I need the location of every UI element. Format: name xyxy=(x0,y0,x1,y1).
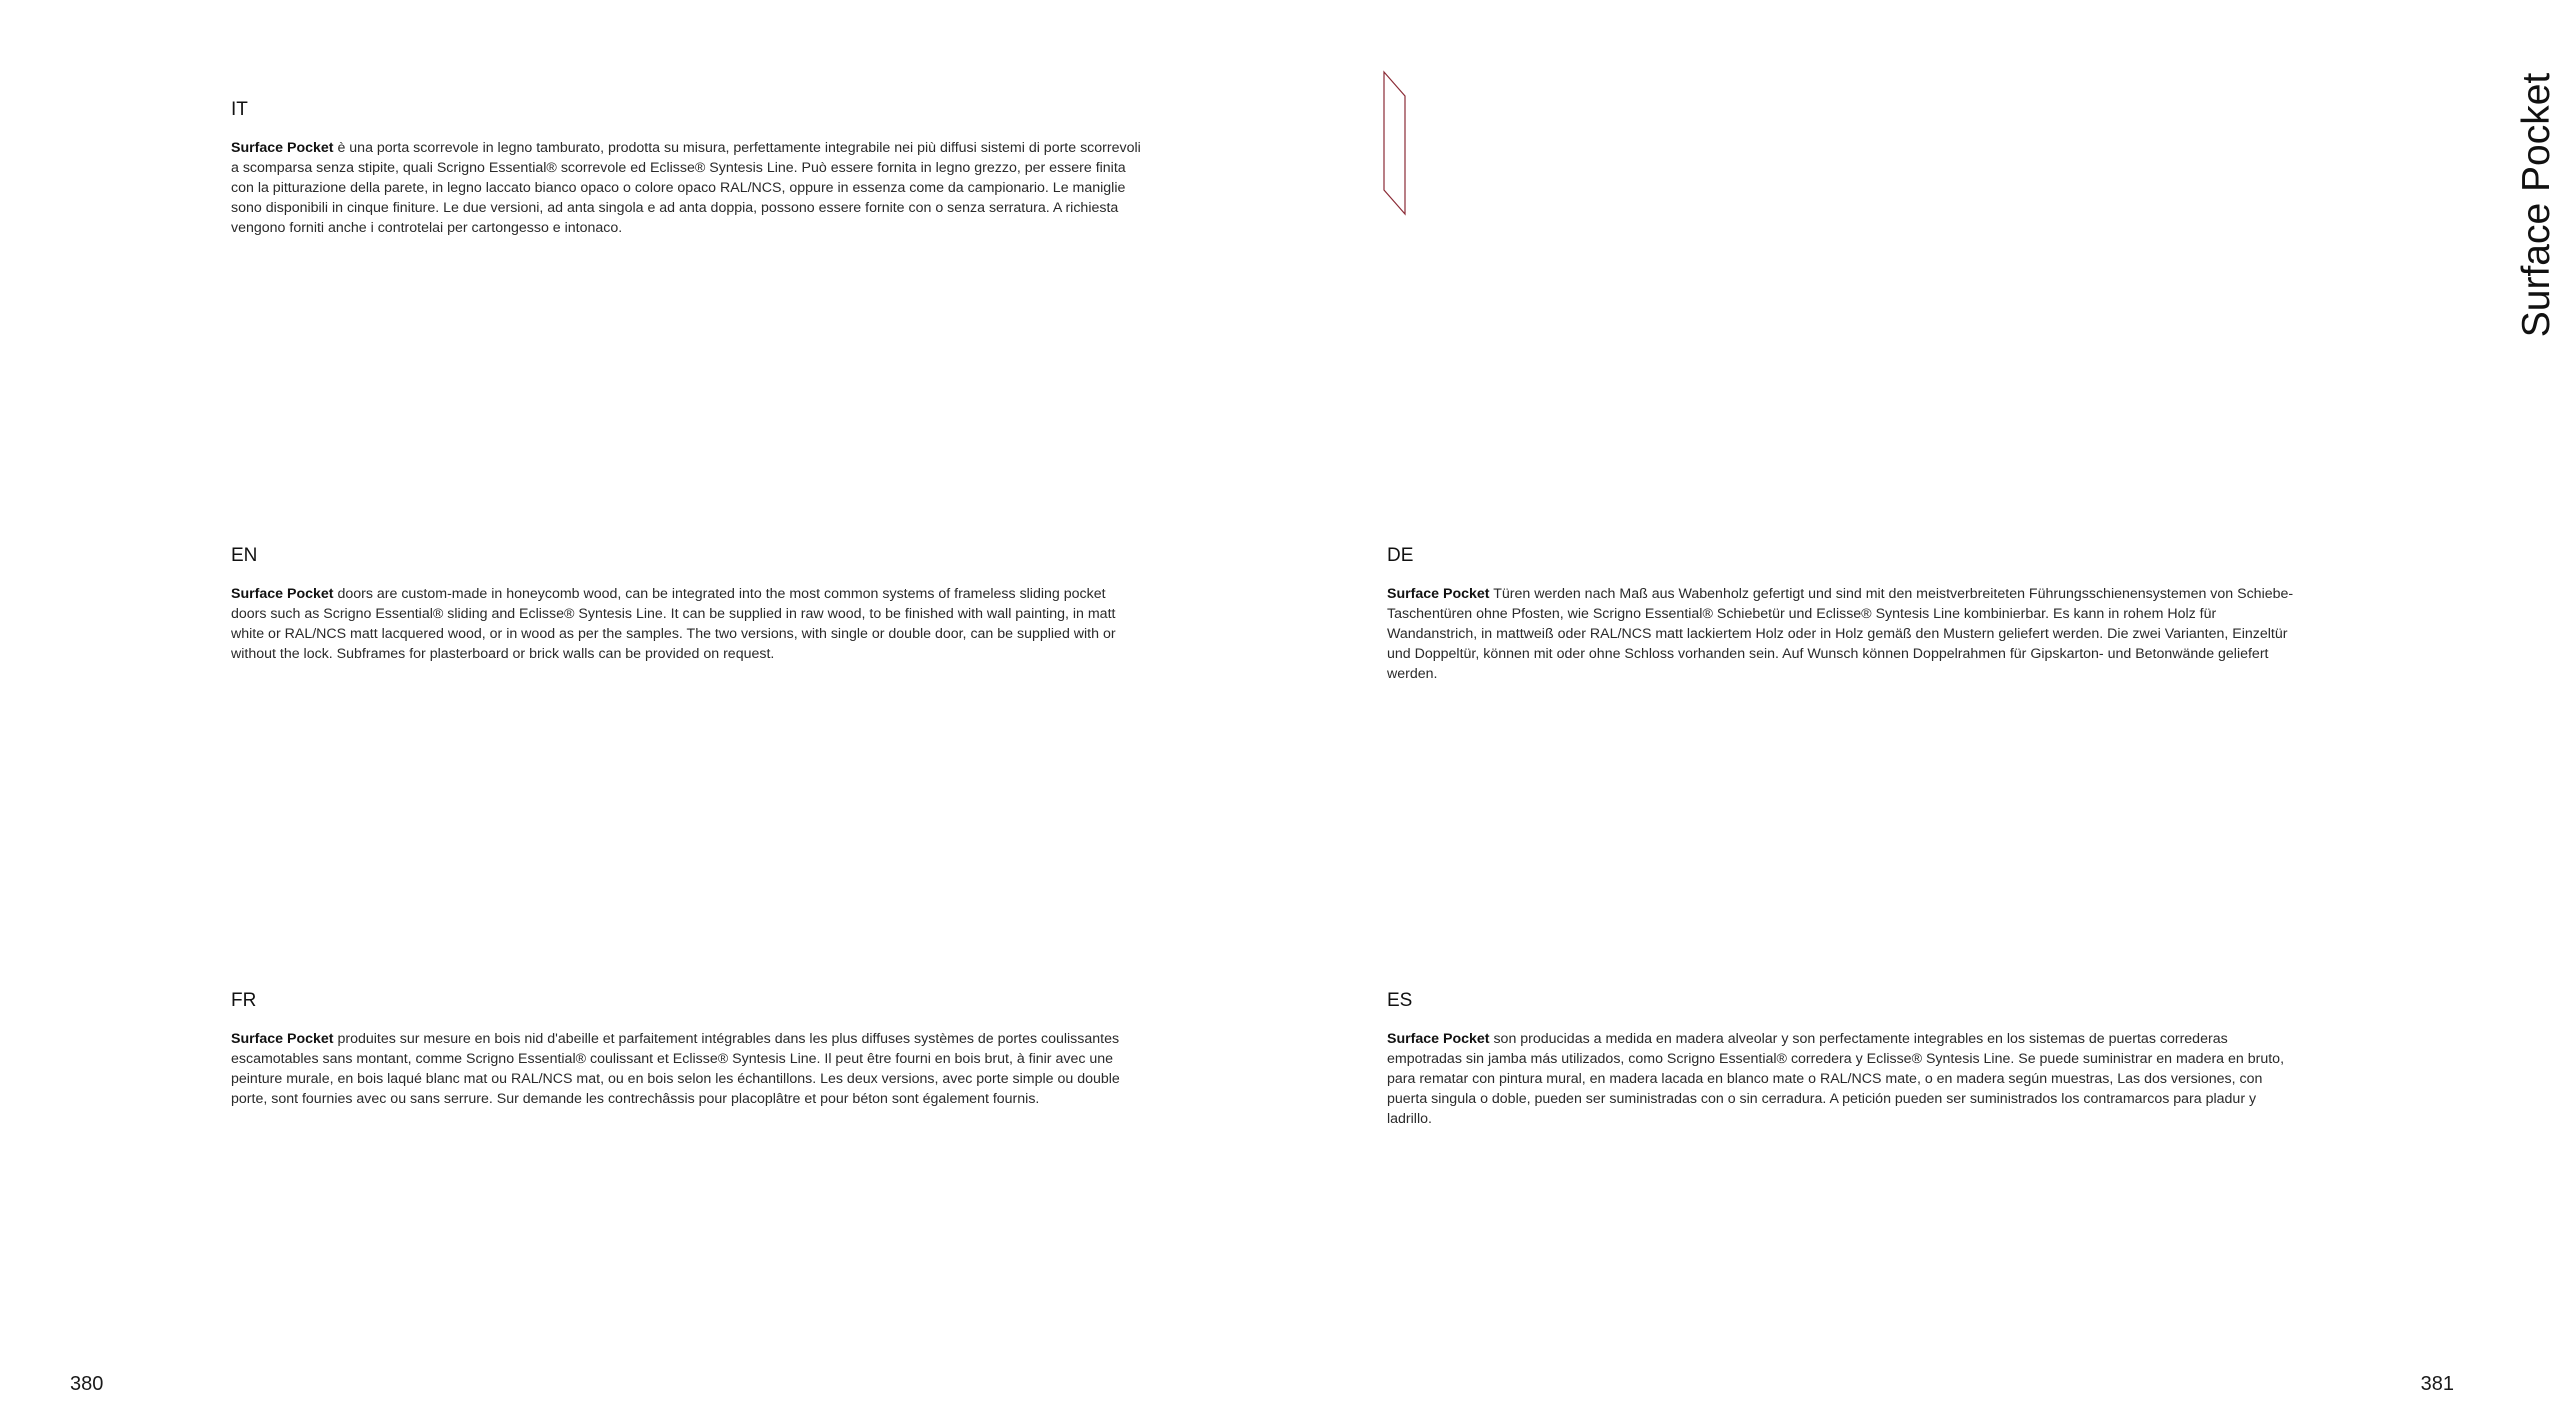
side-title: Surface Pocket xyxy=(2515,72,2558,338)
body-text-fr xyxy=(231,1029,1141,1109)
product-name-it: Surface Pocket xyxy=(231,140,334,156)
description-fr: produites sur mesure en bois nid d'abeille et parfaitement intégrables dans les plus diffuses systèmes de portes coulissantes escamotables sans montant, comme Scrigno Essential® coulissant et Eclisse® Syntesis Line. Il peut être fourni en bois brut, à finir avec une peinture murale, en bois laqué blanc mat ou RAL/NCS mat, ou en bois selon les échantillons. Les deux versions, avec porte simple ou double porte, sont fournies avec ou sans serrure. Sur demande les contrechâssis pour placoplâtre et pour béton sont également fournis. xyxy=(231,1031,1120,1107)
door-outline-icon xyxy=(1383,70,1409,216)
description-es: son producidas a medida en madera alveolar y son perfectamente integrables en los sistemas de puertas correderas empotradas sin jamba más utilizados, como Scrigno Essential® corredera y Eclisse® Syntesis Line. Se puede suministrar en madera en bruto, para rematar con pintura mural, en madera lacada en blanco mate o RAL/NCS mate, o en madera según muestras, Las dos versiones, con puerta singula o doble, pueden ser suministradas con o sin cerradura. A petición pueden ser suministrados los contramarcos para pladur y ladrillo. xyxy=(1387,1031,2285,1127)
lang-heading-en: EN xyxy=(231,545,258,566)
lang-heading-de: DE xyxy=(1387,545,1414,566)
lang-heading-it: IT xyxy=(231,99,248,120)
section-it xyxy=(231,99,1141,238)
lang-heading-fr: FR xyxy=(231,990,257,1011)
body-text-en xyxy=(231,584,1141,664)
section-es xyxy=(1387,990,2299,1129)
page-number-left: 380 xyxy=(70,1373,104,1395)
section-en xyxy=(231,545,1141,664)
description-de: Türen werden nach Maß aus Wabenholz gefertigt und sind mit den meistverbreiteten Führungsschienensystemen von Schiebe-Taschentüren ohne Pfosten, wie Scrigno Essential® Schiebetür und Eclisse® Syntesis Line kombinierbar. Es kann in rohem Holz für Wandanstrich, in mattweiß oder RAL/NCS matt lackiertem Holz oder in Holz gemäß den Mustern geliefert werden. Die zwei Varianten, Einzeltür und Doppeltür, können mit oder ohne Schloss vorhanden sein. Auf Wunsch können Doppelrahmen für Gipskarton- und Betonwände geliefert werden. xyxy=(1387,586,2294,682)
description-en: doors are custom-made in honeycomb wood, can be integrated into the most common systems of frameless sliding pocket doors such as Scrigno Essential® sliding and Eclisse® Syntesis Line. It can be supplied in raw wood, to be finished with wall painting, in matt white or RAL/NCS matt lacquered wood, or in wood as per the samples. The two versions, with single or double door, can be supplied with or without the lock. Subframes for plasterboard or brick walls can be provided on request. xyxy=(231,586,1116,662)
description-it: è una porta scorrevole in legno tamburato, prodotta su misura, perfettamente integrabile nei più diffusi sistemi di porte scorrevoli a scomparsa senza stipite, quali Scrigno Essential® scorrevole ed Eclisse® Syntesis Line. Può essere fornita in legno grezzo, per essere finita con la pitturazione della parete, in legno laccato bianco opaco o colore opaco RAL/NCS, oppure in essenza come da campionario. Le maniglie sono disponibili in cinque finiture. Le due versioni, ad anta singola e ad anta doppia, possono essere fornite con o senza serratura. A richiesta vengono forniti anche i controtelai per cartongesso e intonaco. xyxy=(231,140,1141,236)
body-text-it xyxy=(231,138,1141,238)
door-outline-shape xyxy=(1384,72,1405,214)
page-number-right: 381 xyxy=(2420,1373,2454,1395)
product-name-fr: Surface Pocket xyxy=(231,1031,334,1047)
product-name-de: Surface Pocket xyxy=(1387,586,1490,602)
product-name-en: Surface Pocket xyxy=(231,586,334,602)
lang-heading-es: ES xyxy=(1387,990,1413,1011)
product-name-es: Surface Pocket xyxy=(1387,1031,1490,1047)
body-text-es xyxy=(1387,1029,2299,1129)
section-fr xyxy=(231,990,1141,1109)
body-text-de xyxy=(1387,584,2299,684)
section-de xyxy=(1387,545,2299,684)
